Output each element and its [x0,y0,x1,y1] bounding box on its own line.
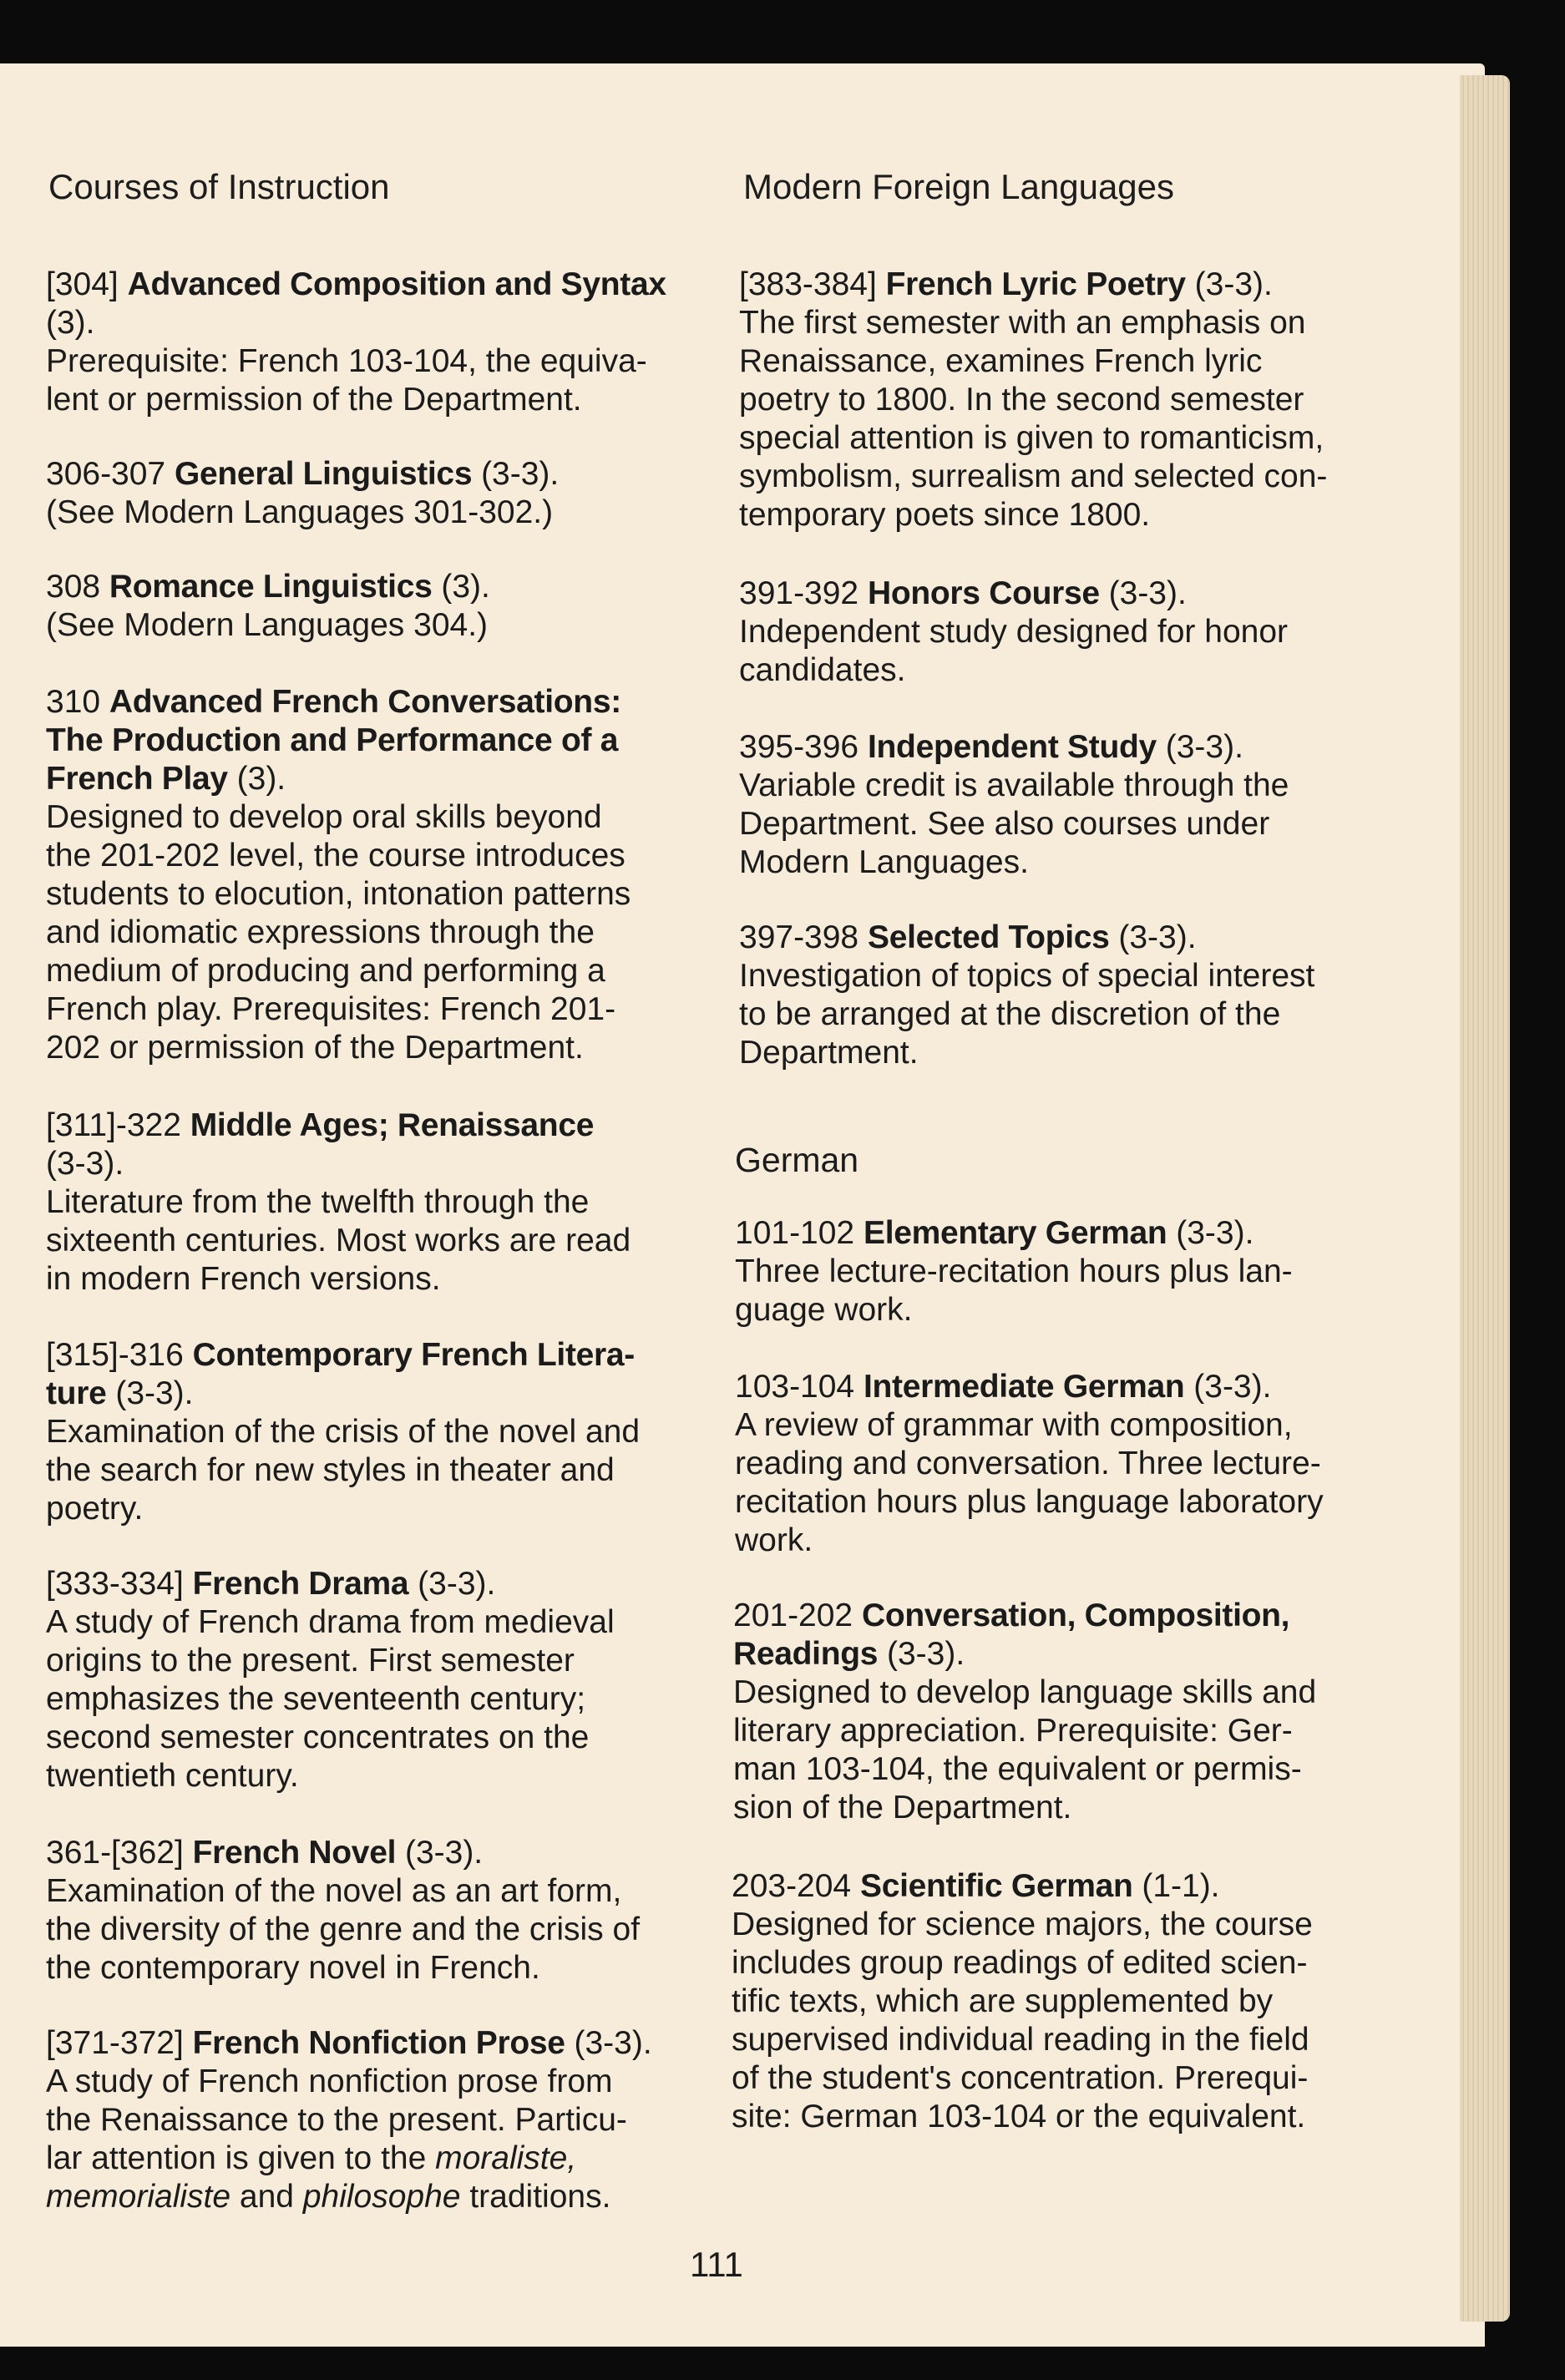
text-line: sixteenth centuries. Most works are read [46,1223,631,1258]
text-line: reading and conversation. Three lecture- [735,1446,1321,1481]
text-line: (1-1). [1142,1868,1220,1904]
running-header-right: Modern Foreign Languages [743,167,1175,206]
course-entry-315-316 [46,1336,714,1528]
text-line: (3-3). [1108,575,1187,611]
text-line: guage work. [735,1292,913,1328]
text-line: symbolism, surrealism and selected con- [739,458,1328,494]
text-line: Renaissance, examines French lyric [739,343,1263,379]
course-entry-german-203-204 [732,1867,1416,2136]
text-line: French play. Prerequisites: French 201- [46,991,616,1027]
text-line: 103-104 [735,1369,855,1405]
text-line: Examination of the crisis of the novel and [46,1414,641,1450]
text-line: philosophe [302,2179,461,2215]
text-line: recitation hours plus language laboratory [735,1484,1324,1520]
text-line: [371-372] [46,2025,184,2061]
text-line: (3-3). [1194,266,1273,302]
text-line: A review of grammar with composition, [735,1407,1293,1443]
course-entry-371-372 [46,2024,714,2216]
text-line: temporary poets since 1800. [739,497,1151,533]
course-number: [304] [46,266,119,302]
text-line: the search for new styles in theater and [46,1452,615,1488]
text-line: A study of French nonfiction prose from [46,2064,613,2099]
text-line: Prerequisite: French 103-104, the equiva- [46,343,647,379]
text-line: Independent study designed for honor [739,614,1289,650]
text-line: Examination of the novel as an art form, [46,1873,622,1909]
course-entry-361-362 [46,1834,714,1988]
text-line: in modern French versions. [46,1261,441,1297]
text-line: 391-392 [739,575,859,611]
course-entry-304 [46,266,714,419]
text-line: 101-102 [735,1215,855,1251]
text-line: emphasizes the seventeenth century; [46,1681,586,1717]
text-line: special attention is given to romanticism, [739,420,1324,456]
text-line: 310 [46,684,101,720]
text-line: lar attention is given to the [46,2140,427,2176]
text-line: 395-396 [739,729,859,765]
text-line: (3-3). [1118,919,1197,955]
course-title: French Nonfiction Prose [192,2025,565,2061]
course-title: Readings [733,1636,879,1672]
text-line: (3-3). [886,1636,965,1672]
course-entry-383-384 [739,266,1424,534]
course-entry-german-201-202 [733,1597,1418,1827]
text-line: A study of French drama from medieval [46,1604,615,1640]
text-line: poetry to 1800. In the second semester [739,382,1304,418]
text-line: [311]-322 [46,1107,181,1143]
text-line: [383-384] [739,266,877,302]
text-line: (3). [236,761,286,797]
text-line: 306-307 [46,456,166,492]
text-line: Designed to develop language skills and [733,1674,1317,1710]
course-title: Romance Linguistics [109,569,433,605]
text-line: 202 or permission of the Department. [46,1030,584,1066]
course-entry-german-101-102 [735,1214,1420,1329]
text-line: (3-3). [115,1375,194,1411]
course-title: French Play [46,761,228,797]
text-line: Modern Languages. [739,844,1029,880]
text-line: and idiomatic expressions through the [46,914,595,950]
text-line: 203-204 [732,1868,852,1904]
text-line: includes group readings of edited scien- [732,1945,1308,1981]
text-line: (3-3). [46,1146,124,1182]
text-line: (3). [441,569,490,605]
text-line: medium of producing and performing a [46,953,605,989]
page-edge-stack [1460,75,1510,2322]
text-line: Designed for science majors, the course [732,1907,1313,1942]
course-entry-310 [46,683,714,1067]
course-entry-395-396 [739,728,1424,882]
course-title: French Lyric Poetry [885,266,1186,302]
text-line: the 201-202 level, the course introduces [46,838,625,874]
text-line: the Renaissance to the present. Particu- [46,2102,627,2138]
course-title: French Drama [192,1566,409,1602]
course-title: Advanced French Conversations: [109,684,621,720]
text-line: man 103-104, the equivalent or permis- [733,1751,1302,1787]
course-title: Advanced Composition and Syntax [127,266,666,302]
text-line: 361-[362] [46,1835,184,1871]
text-line: 397-398 [739,919,859,955]
text-line: Literature from the twelfth through the [46,1184,590,1220]
text-line: (See Modern Languages 304.) [46,607,489,643]
text-line: (3-3). [1176,1215,1254,1251]
text-line: (3-3). [1193,1369,1272,1405]
text-line: (3-3). [404,1835,484,1871]
text-line: Three lecture-recitation hours plus lan- [735,1253,1293,1289]
text-line: and [239,2179,294,2215]
text-line: moraliste, [435,2140,577,2176]
course-title: Elementary German [863,1215,1167,1251]
course-title: Selected Topics [867,919,1110,955]
text-line: second semester concentrates on the [46,1719,590,1755]
course-title: Conversation, Composition, [861,1598,1290,1633]
text-line: lent or permission of the Department. [46,382,582,418]
course-title: French Novel [192,1835,397,1871]
text-line: Department. See also courses under [739,806,1270,842]
text-line: (See Modern Languages 301-302.) [46,494,554,530]
course-entry-german-103-104 [735,1368,1420,1560]
text-line: sion of the Department. [733,1790,1072,1826]
course-title: Intermediate German [863,1369,1185,1405]
text-line: literary appreciation. Prerequisite: Ger- [733,1713,1293,1749]
text-line: [315]-316 [46,1337,184,1373]
text-line: students to elocution, intonation patterns [46,876,631,912]
text-line: memorialiste [46,2179,231,2215]
course-title: The Production and Performance of a [46,722,619,758]
running-header-left: Courses of Instruction [48,167,390,206]
course-title: Scientific German [859,1868,1133,1904]
course-entry-308 [46,568,714,645]
course-title: Middle Ages; Renaissance [190,1107,595,1143]
course-title: Independent Study [867,729,1157,765]
course-title: ture [46,1375,107,1411]
text-line: candidates. [739,652,906,688]
text-line: work. [735,1522,813,1558]
text-line: Investigation of topics of special interest [739,958,1315,994]
text-line: poetry. [46,1491,144,1527]
text-line: the contemporary novel in French. [46,1950,540,1986]
text-line: Variable credit is available through the [739,767,1289,803]
text-line: 308 [46,569,101,605]
text-line: (3-3). [574,2025,652,2061]
text-line: twentieth century. [46,1758,299,1794]
text-line: origins to the present. First semester [46,1643,575,1679]
course-entry-306-307 [46,455,714,532]
text-line: 201-202 [733,1598,853,1633]
text-line: supervised individual reading in the field [732,2022,1309,2058]
text-line: The first semester with an emphasis on [739,305,1306,341]
course-title: Honors Course [867,575,1100,611]
text-line: (3). [46,305,95,341]
course-entry-333-334 [46,1565,714,1795]
text-line: site: German 103-104 or the equivalent. [732,2099,1306,2134]
text-line: the diversity of the genre and the crisis of [46,1912,641,1947]
text-line: [333-334] [46,1566,184,1602]
text-line: traditions. [469,2179,611,2215]
text-line: (3-3). [1165,729,1243,765]
text-line: Designed to develop oral skills beyond [46,799,602,835]
text-line: tific texts, which are supplemented by [732,1983,1274,2019]
course-entry-391-392 [739,575,1424,690]
text-line: (3-3). [481,456,560,492]
course-title: General Linguistics [174,456,473,492]
text-line: Department. [739,1035,919,1071]
text-line: to be arranged at the discretion of the [739,996,1281,1032]
course-title: Contemporary French Litera- [192,1337,635,1373]
course-entry-311-322 [46,1106,714,1299]
text-line: (3-3). [418,1566,496,1602]
section-heading-german: German [735,1141,859,1179]
page-number: 111 [690,2245,743,2284]
text-line: of the student's concentration. Prerequi- [732,2060,1309,2096]
course-entry-397-398 [739,919,1424,1072]
